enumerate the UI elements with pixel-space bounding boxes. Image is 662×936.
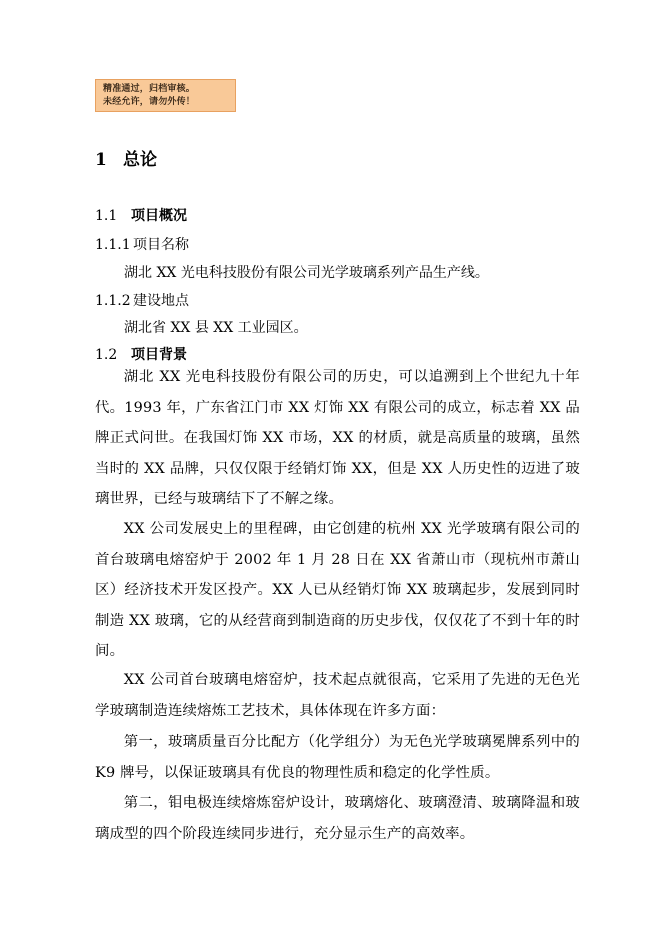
notice-line-1: 精准通过，归档审核。 — [103, 84, 196, 94]
section-number: 1 — [95, 150, 107, 170]
background-paragraph-4: 第一，玻璃质量百分比配方（化学组分）为无色光学玻璃冕牌系列中的 K9 牌号，以保证玻璃具有优良的物理性质和稳定的化学性质。 — [95, 734, 580, 781]
section-title: 建设地点 — [133, 293, 189, 309]
section-title: 项目背景 — [131, 347, 187, 363]
section-title: 总论 — [123, 150, 157, 170]
section-title: 项目概况 — [131, 208, 187, 224]
background-paragraph-2: XX 公司发展史上的里程碑，由它创建的杭州 XX 光学玻璃有限公司的首台玻璃电熔窑炉于 2002 年 1 月 28 日在 XX 省萧山市（现杭州市萧山区）经济技术开发区投产。XX 人已从经销灯饰 XX 玻璃起步，发展到同时制造 XX 玻璃，它的从经营商到制造商的历史步伐，仅仅花了不到十年的时间。 — [95, 521, 580, 659]
background-paragraph-5: 第二，钼电极连续熔炼窑炉设计，玻璃熔化、玻璃澄清、玻璃降温和玻璃成型的四个阶段连续同步进行，充分显示生产的高效率。 — [95, 795, 580, 842]
background-paragraph-3: XX 公司首台玻璃电熔窑炉，技术起点就很高，它采用了先进的无色光学玻璃制造连续熔炼工艺技术，具体体现在许多方面： — [95, 672, 580, 719]
background-paragraph-1: 湖北 XX 光电科技股份有限公司的历史，可以追溯到上个世纪九十年代。1993 年，广东省江门市 XX 灯饰 XX 有限公司的成立，标志着 XX 品牌正式问世。在我国灯饰 XX 市场，XX 的材质，就是高质量的玻璃，虽然当时的 XX 品牌，只仅仅限于经销灯饰 XX，但是 XX 人历史性的迈进了玻璃世界，已经与玻璃结下了不解之缘。 — [95, 369, 580, 507]
project-name-text: 湖北 XX 光电科技股份有限公司光学玻璃系列产品生产线。 — [124, 265, 489, 281]
section-heading-1-1-1 — [95, 235, 189, 255]
section-heading-1 — [95, 148, 157, 172]
section-number: 1.1 — [95, 208, 118, 224]
section-number: 1.1.2 — [95, 293, 131, 309]
section-number: 1.2 — [95, 347, 118, 363]
notice-line-2: 未经允许，请勿外传！ — [103, 97, 196, 107]
section-title: 项目名称 — [133, 237, 189, 253]
section-heading-1-1-2 — [95, 291, 189, 311]
notice-stamp — [95, 79, 236, 112]
section-number: 1.1.1 — [95, 237, 131, 253]
location-text: 湖北省 XX 县 XX 工业园区。 — [124, 320, 308, 336]
section-heading-1-1 — [95, 206, 187, 226]
